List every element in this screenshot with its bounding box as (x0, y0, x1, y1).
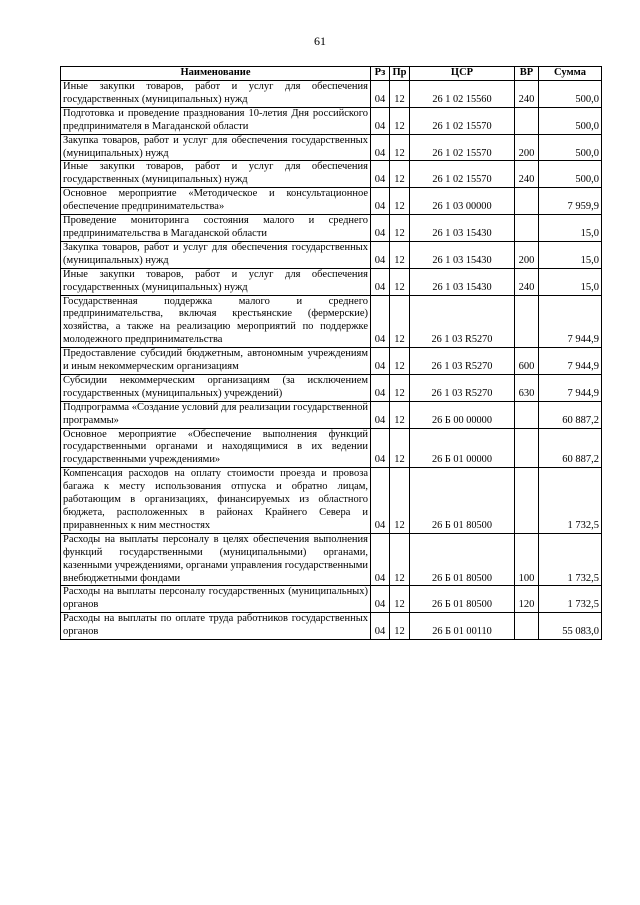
cell-sum: 7 959,9 (539, 188, 602, 215)
cell-csr: 26 1 03 15430 (410, 268, 515, 295)
cell-name: Иные закупки товаров, работ и услуг для обеспечения государственных (муниципальных) нужд (61, 161, 371, 188)
header-csr: ЦСР (410, 67, 515, 81)
cell-vr: 200 (515, 134, 539, 161)
cell-sum: 55 083,0 (539, 613, 602, 640)
cell-sum: 1 732,5 (539, 468, 602, 534)
cell-rz: 04 (371, 586, 390, 613)
cell-rz: 04 (371, 295, 390, 348)
cell-name: Предоставление субсидий бюджетным, автономным учреждениям и иным некоммерческим организациям (61, 348, 371, 375)
cell-pr: 12 (390, 428, 410, 468)
header-pr: Пр (390, 67, 410, 81)
table-row (61, 348, 602, 375)
cell-sum: 15,0 (539, 268, 602, 295)
table-row (61, 533, 602, 586)
table-row (61, 428, 602, 468)
cell-name: Государственная поддержка малого и среднего предпринимательства, включая крестьянские (фермерские) хозяйства, а также на реализацию мероприятий по поддержке молодежного предпринимательства (61, 295, 371, 348)
cell-pr: 12 (390, 215, 410, 242)
cell-sum: 15,0 (539, 241, 602, 268)
cell-sum: 500,0 (539, 134, 602, 161)
cell-csr: 26 1 03 R5270 (410, 348, 515, 375)
cell-name: Субсидии некоммерческим организациям (за исключением государственных (муниципальных) учреждений) (61, 374, 371, 401)
cell-rz: 04 (371, 241, 390, 268)
cell-pr: 12 (390, 348, 410, 375)
cell-csr: 26 1 02 15570 (410, 134, 515, 161)
table-row (61, 215, 602, 242)
table-row (61, 134, 602, 161)
cell-pr: 12 (390, 268, 410, 295)
cell-name: Расходы на выплаты персоналу государственных (муниципальных) органов (61, 586, 371, 613)
cell-rz: 04 (371, 215, 390, 242)
cell-csr: 26 1 03 R5270 (410, 295, 515, 348)
table-row (61, 374, 602, 401)
table-row (61, 586, 602, 613)
cell-pr: 12 (390, 81, 410, 108)
cell-rz: 04 (371, 428, 390, 468)
header-name: Наименование (61, 67, 371, 81)
cell-rz: 04 (371, 401, 390, 428)
cell-sum: 60 887,2 (539, 428, 602, 468)
cell-csr: 26 1 02 15570 (410, 107, 515, 134)
cell-rz: 04 (371, 613, 390, 640)
cell-pr: 12 (390, 401, 410, 428)
cell-vr: 100 (515, 533, 539, 586)
cell-name: Расходы на выплаты по оплате труда работников государственных органов (61, 613, 371, 640)
cell-vr: 200 (515, 241, 539, 268)
table-row (61, 161, 602, 188)
cell-rz: 04 (371, 268, 390, 295)
cell-name: Проведение мониторинга состояния малого и среднего предпринимательства в Магаданской области (61, 215, 371, 242)
table-row (61, 295, 602, 348)
cell-name: Закупка товаров, работ и услуг для обеспечения государственных (муниципальных) нужд (61, 241, 371, 268)
table-row (61, 268, 602, 295)
cell-sum: 500,0 (539, 81, 602, 108)
table-body (61, 81, 602, 640)
cell-sum: 15,0 (539, 215, 602, 242)
cell-pr: 12 (390, 241, 410, 268)
cell-csr: 26 1 03 15430 (410, 241, 515, 268)
header-rz: Рз (371, 67, 390, 81)
cell-pr: 12 (390, 613, 410, 640)
cell-vr (515, 295, 539, 348)
cell-pr: 12 (390, 468, 410, 534)
cell-csr: 26 Б 00 00000 (410, 401, 515, 428)
cell-csr: 26 Б 01 80500 (410, 468, 515, 534)
cell-vr (515, 428, 539, 468)
cell-rz: 04 (371, 374, 390, 401)
cell-sum: 1 732,5 (539, 586, 602, 613)
cell-vr: 240 (515, 268, 539, 295)
cell-csr: 26 Б 01 80500 (410, 586, 515, 613)
cell-pr: 12 (390, 107, 410, 134)
cell-csr: 26 1 03 00000 (410, 188, 515, 215)
cell-rz: 04 (371, 81, 390, 108)
header-sum: Сумма (539, 67, 602, 81)
cell-sum: 1 732,5 (539, 533, 602, 586)
cell-rz: 04 (371, 107, 390, 134)
cell-sum: 7 944,9 (539, 348, 602, 375)
cell-csr: 26 Б 01 00000 (410, 428, 515, 468)
page-number: 61 (314, 34, 326, 48)
cell-rz: 04 (371, 188, 390, 215)
table-row (61, 401, 602, 428)
cell-pr: 12 (390, 533, 410, 586)
cell-name: Подпрограмма «Создание условий для реализации государственной программы» (61, 401, 371, 428)
cell-csr: 26 1 03 R5270 (410, 374, 515, 401)
cell-vr (515, 613, 539, 640)
cell-name: Компенсация расходов на оплату стоимости проезда и провоза багажа к месту использования отпуска и обратно лицам, работающим в организациях, финансируемых из областного бюджета, расположенных в районах Крайнего Севера и приравненных к ним местностях (61, 468, 371, 534)
cell-pr: 12 (390, 188, 410, 215)
cell-name: Основное мероприятие «Методическое и консультационное обеспечение предпринимательства» (61, 188, 371, 215)
cell-name: Основное мероприятие «Обеспечение выполнения функций государственными органами и находящимися в их ведении государственными учреждениями» (61, 428, 371, 468)
cell-csr: 26 1 03 15430 (410, 215, 515, 242)
cell-rz: 04 (371, 533, 390, 586)
cell-vr: 600 (515, 348, 539, 375)
table-header-row (61, 67, 602, 81)
cell-vr (515, 401, 539, 428)
cell-rz: 04 (371, 134, 390, 161)
header-vr: ВР (515, 67, 539, 81)
cell-pr: 12 (390, 295, 410, 348)
cell-rz: 04 (371, 468, 390, 534)
cell-rz: 04 (371, 161, 390, 188)
cell-vr (515, 215, 539, 242)
table-row (61, 81, 602, 108)
cell-name: Расходы на выплаты персоналу в целях обеспечения выполнения функций государственными (муниципальными) органами, казенными учреждениями, органами управления государственными внебюджетными фондами (61, 533, 371, 586)
table-row (61, 613, 602, 640)
cell-vr (515, 107, 539, 134)
cell-name: Иные закупки товаров, работ и услуг для обеспечения государственных (муниципальных) нужд (61, 268, 371, 295)
cell-pr: 12 (390, 586, 410, 613)
table-row (61, 468, 602, 534)
cell-vr: 240 (515, 161, 539, 188)
cell-name: Иные закупки товаров, работ и услуг для обеспечения государственных (муниципальных) нужд (61, 81, 371, 108)
cell-vr (515, 468, 539, 534)
cell-sum: 500,0 (539, 107, 602, 134)
table-row (61, 188, 602, 215)
cell-pr: 12 (390, 134, 410, 161)
cell-csr: 26 1 02 15560 (410, 81, 515, 108)
table-row (61, 107, 602, 134)
table-row (61, 241, 602, 268)
cell-sum: 7 944,9 (539, 295, 602, 348)
cell-csr: 26 Б 01 00110 (410, 613, 515, 640)
cell-name: Закупка товаров, работ и услуг для обеспечения государственных (муниципальных) нужд (61, 134, 371, 161)
cell-name: Подготовка и проведение празднования 10-летия Дня российского предпринимателя в Магаданской области (61, 107, 371, 134)
cell-vr (515, 188, 539, 215)
cell-pr: 12 (390, 374, 410, 401)
cell-sum: 7 944,9 (539, 374, 602, 401)
cell-vr: 630 (515, 374, 539, 401)
cell-pr: 12 (390, 161, 410, 188)
cell-rz: 04 (371, 348, 390, 375)
cell-sum: 500,0 (539, 161, 602, 188)
cell-vr: 240 (515, 81, 539, 108)
cell-csr: 26 Б 01 80500 (410, 533, 515, 586)
cell-csr: 26 1 02 15570 (410, 161, 515, 188)
cell-vr: 120 (515, 586, 539, 613)
budget-table (60, 66, 602, 640)
cell-sum: 60 887,2 (539, 401, 602, 428)
